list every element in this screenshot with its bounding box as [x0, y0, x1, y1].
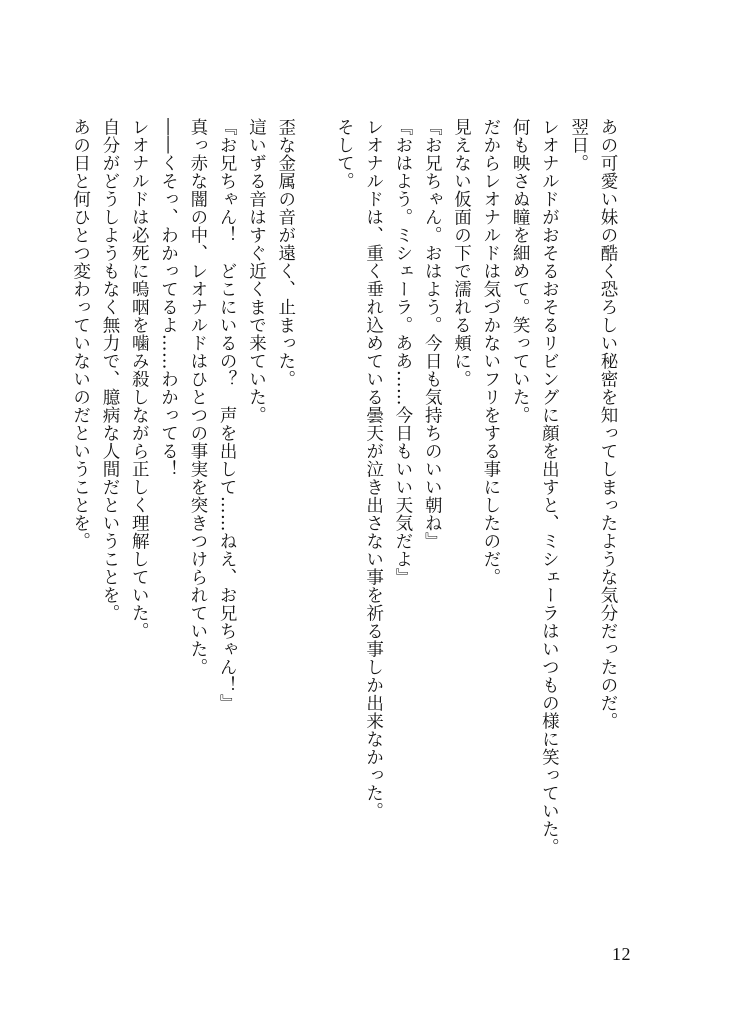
- text-line: 見えない仮面の下で濡れる頬に。: [451, 118, 472, 388]
- text-line: 真っ赤な闇の中、レオナルドはひとつの事実を突きつけられていた。: [187, 118, 208, 676]
- text-line: 自分がどうしようもなく無力で、臆病な人間だということを。: [99, 118, 120, 622]
- text-line: そして。: [334, 118, 355, 190]
- text-line: だからレオナルドは気づかないフリをする事にしたのだ。: [480, 118, 501, 586]
- text-line: ――くそっ、わかってるよ……わかってる！: [158, 118, 179, 478]
- text-line: 何も映さぬ瞳を細めて。笑っていた。: [510, 118, 531, 424]
- text-line: レオナルドは、重く垂れ込めている曇天が泣き出さない事を祈る事しか出来なかった。: [363, 118, 384, 820]
- text-line: あの可愛い妹の酷く恐ろしい秘密を知ってしまったような気分だったのだ。: [598, 118, 618, 730]
- text-line: 『おはよう。ミシェーラ。ああ……今日もいい天気だよ』: [392, 118, 413, 586]
- blank-line: [300, 118, 329, 938]
- text-line: 歪な金属の音が遠く、止まった。: [275, 118, 296, 388]
- vertical-text-block: [65, 118, 622, 938]
- text-line: 『お兄ちゃん！ どこにいるの？ 声を出して……ねえ、お兄ちゃん！』: [217, 118, 238, 712]
- page-number: 12: [612, 944, 631, 964]
- text-line: 翌日。: [568, 118, 589, 172]
- text-line: 『お兄ちゃん。おはよう。今日も気持ちのいい朝ね』: [422, 118, 443, 550]
- text-line: レオナルドがおそるおそるリビングに顔を出すと、ミシェーラはいつもの様に笑っていた。: [539, 118, 560, 856]
- text-line: レオナルドは必死に嗚咽を噛み殺しながら正しく理解していた。: [129, 118, 150, 640]
- text-line: あの日と何ひとつ変わっていないのだということを。: [70, 118, 91, 550]
- text-line: 這いずる音はすぐ近くまで来ていた。: [246, 118, 267, 424]
